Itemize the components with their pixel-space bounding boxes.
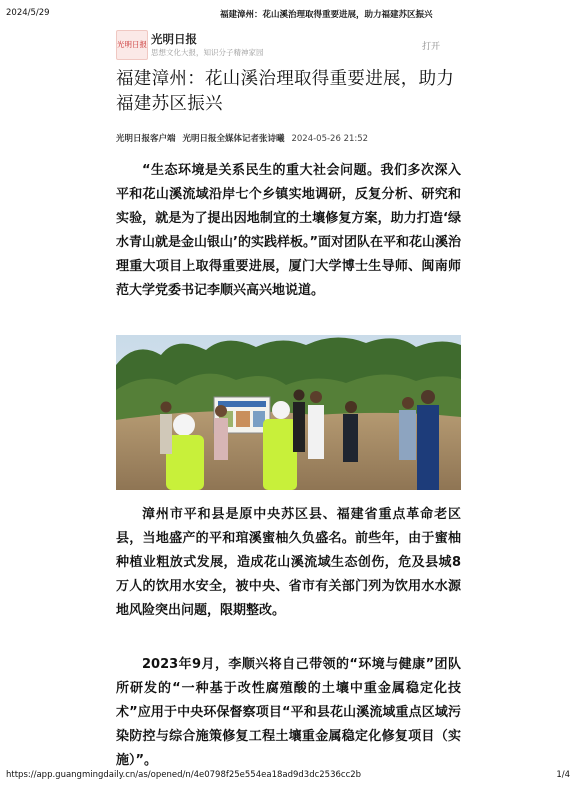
- open-app-button[interactable]: 打开: [421, 42, 440, 52]
- byline-time: 2024-05-26 21:52: [291, 134, 369, 144]
- byline-source: 光明日报客户端: [116, 134, 176, 144]
- brand-logo: 光明日报: [116, 30, 148, 60]
- brand-bar: [116, 30, 460, 60]
- print-title: 福建漳州：花山溪治理取得重要进展，助力福建苏区振兴: [220, 10, 433, 20]
- photo-illustration: [116, 335, 461, 490]
- field-visit-photo: [116, 335, 461, 490]
- brand-name: 光明日报: [151, 32, 197, 46]
- brand-slogan: 思想文化大报，知识分子精神家园: [151, 48, 264, 57]
- article-paragraph: “生态环境是关系民生的重大社会问题。我们多次深入平和花山溪流域沿岸七个乡镇实地调研，反复分析、研究和实验，就是为了提出因地制宜的土壤修复方案，助力打造‘绿水青山就是金山银山’的实践样板。”面对团队在平和花山溪治理重大项目上取得重要进展，厦门大学博士生导师、闽南师范大学党委书记李顺兴高兴地说道。: [116, 163, 461, 298]
- print-footer: [0, 770, 580, 784]
- article-title: 福建漳州：花山溪治理取得重要进展，助力福建苏区振兴: [116, 69, 455, 114]
- article-paragraph: 2023年9月，李顺兴将自己带领的“环境与健康”团队所研发的“一种基于改性腐殖酸的土壤中重金属稳定化技术”应用于中央环保督察项目“平和县花山溪流域重点区域污染防控与综合施策修复工程土壤重金属稳定化修复项目（实施）”。: [116, 657, 461, 768]
- print-header: [0, 8, 580, 22]
- print-page-number: 1/4: [556, 770, 570, 780]
- print-date: 2024/5/29: [6, 8, 50, 18]
- print-url[interactable]: https://app.guangmingdaily.cn/as/opened/n/4e0798f25e554ea18ad9d3dc2536cc2b: [6, 770, 362, 780]
- byline-author: 光明日报全媒体记者张诗曦: [182, 134, 285, 144]
- article-paragraph: 漳州市平和县是原中央苏区县、福建省重点革命老区县，当地盛产的平和琯溪蜜柚久负盛名。前些年，由于蜜柚种植业粗放式发展，造成花山溪流域生态创伤，危及县城8万人的饮用水安全，被中央、省市有关部门列为饮用水水源地风险突出问题，限期整改。: [116, 507, 461, 618]
- byline: [116, 132, 466, 144]
